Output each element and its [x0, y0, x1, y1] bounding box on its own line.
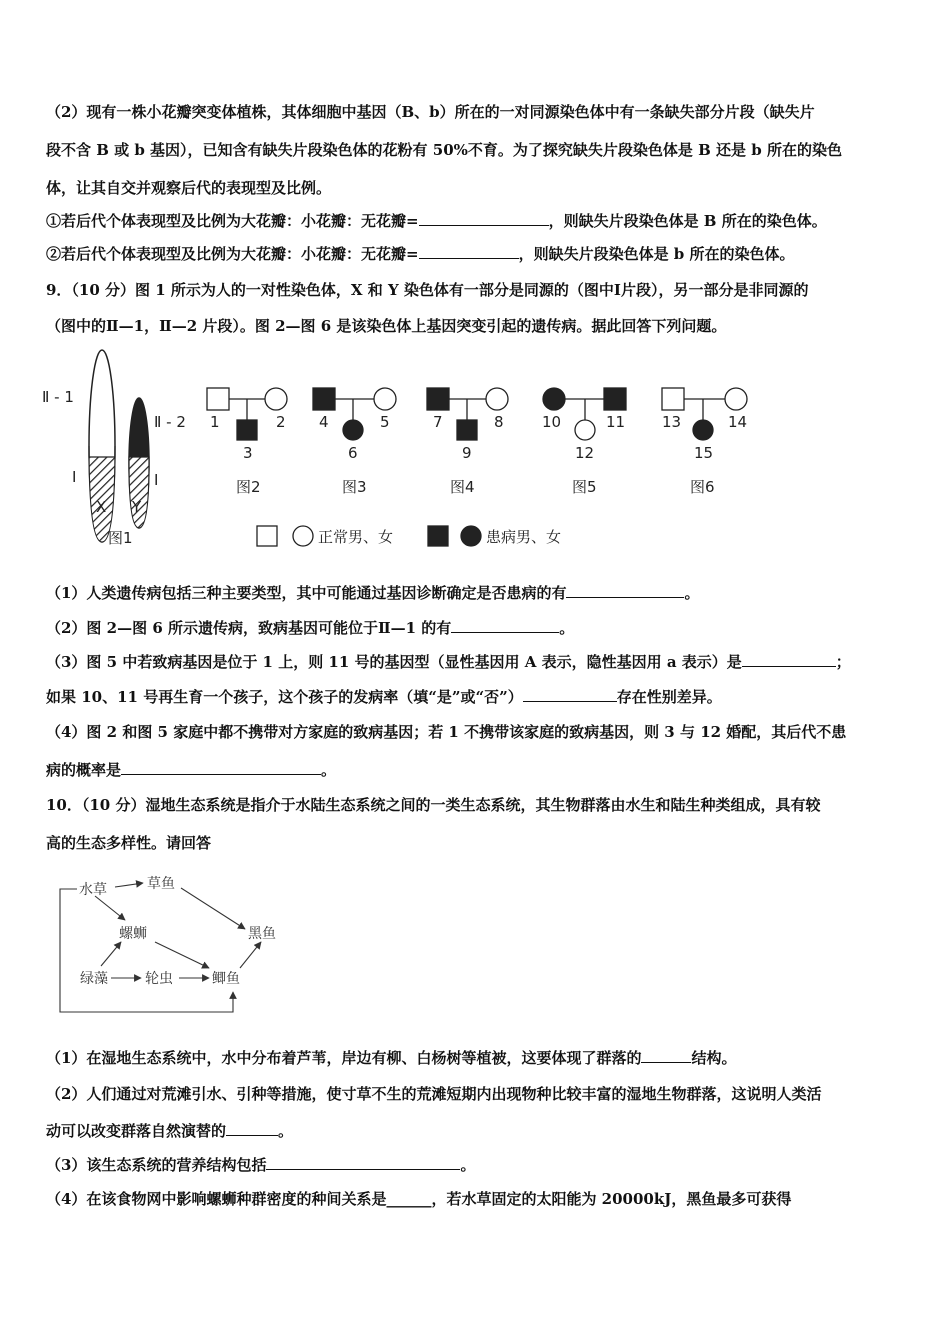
ind-2: 2	[276, 413, 286, 431]
label-fig1: 图1	[108, 529, 133, 547]
node-lvzao: 绿藻	[80, 971, 108, 987]
node-jiyu: 鲫鱼	[212, 971, 240, 987]
ind-10: 10	[542, 413, 562, 431]
q9-figure	[40, 345, 800, 555]
answer-blank[interactable]	[523, 687, 617, 702]
label-fig6: 图6	[690, 478, 715, 496]
pedigree-numbers	[210, 413, 747, 462]
q10-p3	[46, 1155, 475, 1175]
ind-9: 9	[462, 444, 472, 462]
q9-stem-line1: 9．（10 分）图 1 所示为人的一对性染色体，X 和 Y 染色体有一部分是同源的（图中Ⅰ片段），另一部分是非同源的	[46, 281, 809, 299]
node-lunchong: 轮虫	[145, 971, 173, 987]
q10-p1-tail: 结构。	[691, 1049, 737, 1067]
label-fig3: 图3	[342, 478, 367, 496]
legend-affected-label: 患病男、女	[486, 528, 562, 546]
q8-option1-tail: ，则缺失片段染色体是 B 所在的染色体。	[548, 212, 827, 230]
answer-blank[interactable]	[226, 1121, 278, 1136]
q8-option1	[46, 211, 827, 231]
answer-blank[interactable]	[742, 652, 836, 667]
q9-p1	[46, 583, 699, 603]
q9-p2-tail: 。	[559, 619, 575, 637]
q9-p4-text: 病的概率是	[46, 761, 122, 779]
q8-part2-line2: 段不含 B 或 b 基因），已知含有缺失片段染色体的花粉有 50%不育。为了探究缺失片段染色体是 B 还是 b 所在的染色	[46, 141, 842, 159]
node-luosi: 螺蛳	[119, 926, 147, 942]
q10-p2-line2	[46, 1121, 293, 1141]
label-fig4: 图4	[450, 478, 475, 496]
q8-option2	[46, 244, 795, 264]
ind-1: 1	[210, 413, 220, 431]
node-shuicao: 水草	[79, 882, 107, 898]
label-fig2: 图2	[236, 478, 261, 496]
label-i-y: Ⅰ	[154, 471, 159, 489]
q9-p3b	[46, 687, 722, 707]
answer-blank[interactable]	[451, 618, 559, 633]
q8-option2-tail: ，则缺失片段染色体是 b 所在的染色体。	[518, 245, 795, 263]
q10-p3-text: （3）该生态系统的营养结构包括	[46, 1156, 267, 1174]
q8-option2-text: ②若后代个体表现型及比例为大花瓣：小花瓣：无花瓣=	[46, 245, 419, 263]
label-ii-2: Ⅱ - 2	[154, 413, 186, 431]
q9-p4-line2	[46, 760, 336, 780]
ind-15: 15	[694, 444, 714, 462]
q9-p3	[46, 652, 851, 672]
label-fig5: 图5	[572, 478, 597, 496]
ind-4: 4	[319, 413, 329, 431]
q9-p3-text: （3）图 5 中若致病基因是位于 1 上，则 11 号的基因型（显性基因用 A 表示，隐性基因用 a 表示）是	[46, 653, 742, 671]
q10-p3-tail: 。	[460, 1156, 476, 1174]
ind-7: 7	[433, 413, 443, 431]
node-heiyu: 黑鱼	[248, 926, 276, 942]
legend-normal-label: 正常男、女	[318, 528, 394, 546]
q10-p1	[46, 1048, 736, 1068]
label-ii-1: Ⅱ - 1	[42, 388, 74, 406]
q8-part2-line1: （2）现有一株小花瓣突变体植株，其体细胞中基因（B、b）所在的一对同源染色体中有一条缺失部分片段（缺失片	[46, 103, 815, 121]
ind-8: 8	[494, 413, 504, 431]
ind-3: 3	[243, 444, 253, 462]
q9-p4-line1: （4）图 2 和图 5 家庭中都不携带对方家庭的致病基因；若 1 不携带该家庭的致病基因，则 3 与 12 婚配，其后代不患	[46, 723, 847, 741]
node-caoyu: 草鱼	[147, 876, 175, 892]
ind-6: 6	[348, 444, 358, 462]
label-i-x: Ⅰ	[72, 468, 77, 486]
food-web-diagram	[55, 872, 315, 1022]
q9-p2	[46, 618, 574, 638]
q10-stem-line2: 高的生态多样性。请回答	[46, 834, 212, 852]
q10-p2-text: 动可以改变群落自然演替的	[46, 1122, 227, 1140]
ind-5: 5	[380, 413, 390, 431]
q10-stem-line1: 10．（10 分）湿地生态系统是指介于水陆生态系统之间的一类生态系统，其生物群落由水生和陆生种类组成，具有较	[46, 796, 821, 814]
answer-blank[interactable]	[641, 1048, 691, 1063]
ind-11: 11	[606, 413, 626, 431]
ind-12: 12	[575, 444, 595, 462]
q9-p1-text: （1）人类遗传病包括三种主要类型，其中可能通过基因诊断确定是否患病的有	[46, 584, 567, 602]
ind-14: 14	[728, 413, 748, 431]
q10-p2-tail: 。	[278, 1122, 294, 1140]
q9-p2-text: （2）图 2—图 6 所示遗传病，致病基因可能位于Ⅱ—1 的有	[46, 619, 452, 637]
q9-p3-tail: ；	[835, 653, 851, 671]
ind-13: 13	[662, 413, 682, 431]
q9-p1-tail: 。	[684, 584, 700, 602]
q10-p1-text: （1）在湿地生态系统中，水中分布着芦苇，岸边有柳、白杨树等植被，这要体现了群落的	[46, 1049, 642, 1067]
answer-blank[interactable]	[419, 211, 549, 226]
answer-blank[interactable]	[266, 1155, 460, 1170]
label-x: X	[96, 498, 107, 516]
answer-blank[interactable]	[121, 760, 321, 775]
q9-p4-tail: 。	[321, 761, 337, 779]
q10-p4: （4）在该食物网中影响螺蛳种群密度的种间关系是______，若水草固定的太阳能为 20000kJ，黑鱼最多可获得	[46, 1190, 792, 1208]
q10-p2-line1: （2）人们通过对荒滩引水、引种等措施，使寸草不生的荒滩短期内出现物种比较丰富的湿地生物群落，这说明人类活	[46, 1085, 822, 1103]
q8-option1-text: ①若后代个体表现型及比例为大花瓣：小花瓣：无花瓣=	[46, 212, 419, 230]
q9-stem-line2: （图中的Ⅱ—1，Ⅱ—2 片段）。图 2—图 6 是该染色体上基因突变引起的遗传病。据此回答下列问题。	[46, 317, 727, 335]
q8-part2-line3: 体，让其自交并观察后代的表现型及比例。	[46, 179, 332, 197]
answer-blank[interactable]	[419, 244, 519, 259]
q9-p3b-tail: 存在性别差异。	[616, 688, 722, 706]
answer-blank[interactable]	[566, 583, 684, 598]
q9-p3b-text: 如果 10、11 号再生育一个孩子，这个孩子的发病率（填“是”或“否”）	[46, 688, 523, 706]
label-y: Y	[132, 498, 142, 516]
